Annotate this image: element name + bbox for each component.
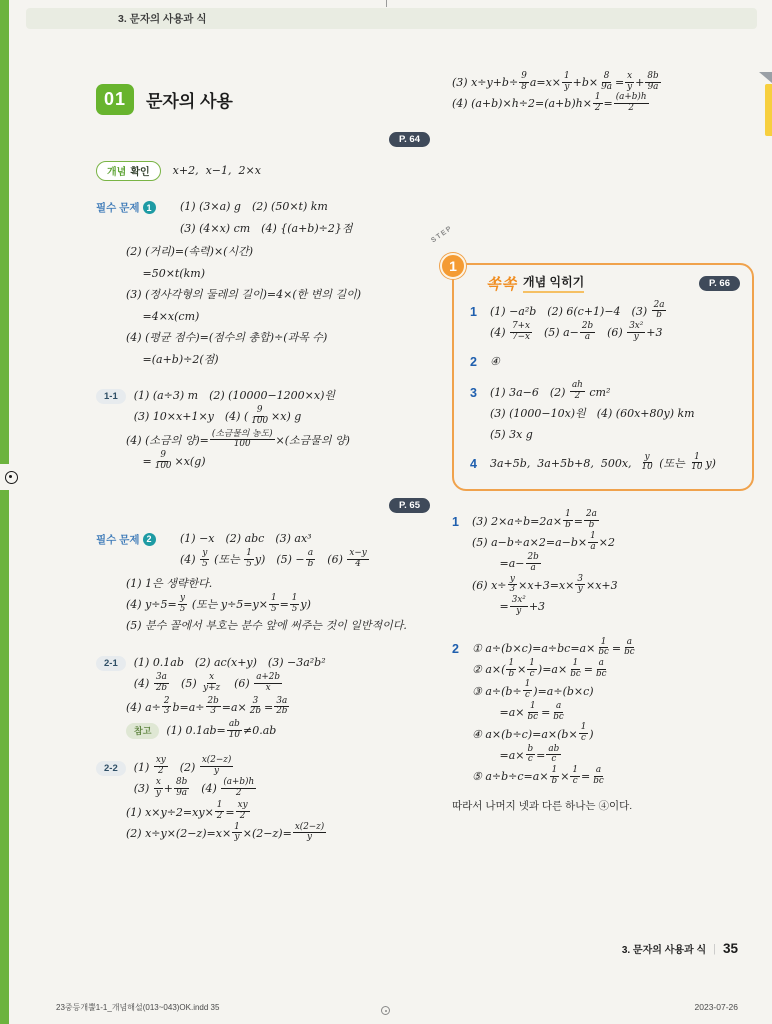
problem-label-text: 필수 문제	[96, 533, 140, 546]
math-line: (1) $\frac{xy}{2}$ (2) $\frac{x(2-z)}{y}$	[133, 755, 232, 777]
fraction: $\frac{1}{10}$	[691, 451, 703, 473]
fraction: $\frac{xy}{2}$	[237, 800, 248, 821]
explanation-group-number: 2	[452, 641, 459, 656]
fraction: $\frac{(a+b)h}{2}$	[615, 92, 647, 113]
explanation-group-2-lines	[472, 638, 754, 788]
math-line: =4×x(cm)	[126, 309, 200, 323]
problem-2-explanation	[126, 573, 430, 637]
math-line: 3a+5b, 3a+5b+8, 500x, $\frac{y}{10}$ (또는 $\frac{1}{10}$ y)	[490, 451, 716, 473]
concept-check-label-1: 개념	[107, 167, 127, 179]
step-title-row	[486, 273, 740, 294]
math-line: (3) $\frac{x}{y}$ + $\frac{8b}{9a}$ (4) $\frac{(a+b)h}{2}$	[133, 776, 255, 798]
fraction: $\frac{a}{bc}$	[624, 636, 635, 658]
fraction: $\frac{1}{b}$	[508, 658, 515, 679]
fraction: $\frac{x-y}{4}$	[349, 547, 367, 569]
problem-2-1-row	[96, 652, 430, 695]
fraction: $\frac{1}{bc}$	[527, 700, 539, 722]
answer-group-1-lines	[490, 301, 740, 344]
fraction: $\frac{1}{a}$	[590, 530, 596, 552]
fraction: $\frac{2b}{a}$	[527, 552, 539, 573]
fraction: $\frac{\text{3x²}}{y}$	[629, 321, 644, 342]
math-line: (6) x÷ $\frac{y}{3}$ ×x+3=x× $\frac{3}{y}$ ×x+3	[472, 573, 618, 595]
fraction: $\frac{(a+b)h}{2}$	[223, 776, 255, 798]
fraction: $\frac{9}{100}$	[154, 450, 172, 471]
step-number-badge: 1	[440, 253, 466, 279]
math-line: = $\frac{9}{100}$ ×x(g)	[126, 450, 206, 471]
chapter-header-bar	[26, 8, 757, 29]
explanation-group-number: 1	[452, 514, 459, 529]
fraction: $\frac{8b}{9a}$	[176, 776, 188, 798]
fraction: $\frac{3a}{2b}$	[276, 695, 288, 717]
problem-1-1-row	[96, 385, 430, 428]
math-line: (3) (1000−10x)원 (4) (60x+80y) km	[490, 406, 695, 420]
fraction: $\frac{a}{bc}$	[553, 700, 564, 722]
fraction: $\frac{y}{10}$	[641, 451, 653, 473]
answer-group-number: 4	[470, 456, 477, 471]
footer-page-number: 35	[722, 941, 738, 956]
footer-divider: |	[713, 942, 716, 955]
fraction: $\frac{3}{y}$	[577, 573, 583, 595]
problem-2-2-row	[96, 757, 430, 800]
explanation-group-1	[452, 511, 754, 618]
fraction: $\frac{1}{b}$	[565, 509, 571, 531]
math-line: (4) a÷ $\frac{2}{3}$ b=a÷ $\frac{2b}{3}$ =a× $\frac{3}{2b}$ = $\frac{3a}{2b}$	[126, 695, 288, 717]
page-edge-strip	[0, 0, 9, 1024]
page-ref-row-65	[96, 495, 430, 513]
print-file-info: 23중등개뿔1-1_개념해설(013~043)OK.indd 35	[56, 1003, 220, 1012]
registration-circle-icon	[5, 471, 18, 484]
math-line: (1) 3a−6 (2) $\frac{ah}{2}$ cm²	[490, 380, 611, 401]
registration-mark	[0, 464, 22, 490]
problem-number-badge: 1	[143, 201, 156, 214]
math-line: ⑤ a÷b÷c=a× $\frac{1}{b}$ × $\frac{1}{c}$ = $\frac{a}{bc}$	[472, 765, 604, 786]
math-line: =a× $\frac{1}{bc}$ = $\frac{a}{bc}$	[472, 700, 564, 722]
fraction: $\frac{1}{c}$	[529, 658, 535, 679]
fraction: $\frac{xy}{2}$	[155, 755, 166, 777]
problem-1-1-answers	[134, 385, 430, 428]
fraction: $\frac{2}{3}$	[163, 695, 170, 717]
fraction: $\frac{3}{2b}$	[249, 695, 261, 717]
fraction: $\frac{a+2b}{x}$	[256, 672, 281, 693]
math-line: (4) (평균 점수)=(점수의 총합)÷(과목 수)	[126, 331, 328, 345]
fraction: $\frac{1}{y}$	[234, 821, 240, 843]
concept-check-label-2: 확인	[130, 167, 150, 179]
math-line: (5) 분수 꼴에서 부호는 분수 앞에 써주는 것이 일반적이다.	[126, 619, 407, 633]
problem-1-1-explanation	[126, 430, 430, 473]
fraction: $\frac{1}{2}$	[216, 800, 223, 821]
conclusion-text: 따라서 나머지 넷과 다른 하나는 ④이다.	[452, 799, 633, 812]
math-line: (3) x÷y+b÷ $\frac{9}{8}$ a=x× $\frac{1}{y}$ +b× $\frac{8}{9a}$ = $\frac{x}{y}$ + $\frac{8b}{9a}$	[452, 70, 659, 92]
problem-1-explanation	[126, 241, 430, 370]
fraction: $\frac{x(2-z)}{y}$	[201, 755, 232, 777]
subproblem-badge-1-1: 1-1	[96, 389, 126, 404]
page-ref-badge-64: P. 64	[389, 132, 430, 147]
chapter-side-tab	[765, 84, 772, 136]
math-line: (1) 0.1ab (2) ac(x+y) (3) −3a²b²	[133, 655, 326, 669]
crop-mark-bottom	[381, 1006, 390, 1015]
math-line: ④ a×(b÷c)=a×(b× $\frac{1}{c}$ )	[472, 722, 594, 743]
fraction: $\frac{a}{bc}$	[593, 765, 604, 786]
math-line: (4) (a+b)×h÷2=(a+b)h× $\frac{1}{2}$ = $\frac{(a+b)h}{2}$	[452, 92, 647, 113]
fraction: $\frac{1}{y}$	[564, 70, 570, 92]
answer-group-2	[470, 351, 740, 375]
fraction: $\frac{9}{8}$	[521, 70, 527, 92]
fraction: $\frac{ah}{2}$	[571, 380, 583, 401]
subproblem-badge-2-2: 2-2	[96, 761, 126, 776]
step-title: 개념 익히기	[523, 273, 584, 293]
page-footer	[622, 941, 738, 956]
fraction: $\frac{8b}{9a}$	[647, 70, 659, 92]
answer-group-4-lines	[490, 453, 740, 477]
problem-2-1-answers	[134, 652, 430, 695]
problem-2-row	[96, 528, 430, 571]
answer-group-2-lines	[490, 351, 740, 375]
footer-chapter-title: 3. 문자의 사용과 식	[621, 945, 707, 956]
math-line: (4) $\frac{y}{5}$ (또는 $\frac{1}{5}$ y) (5) − $\frac{a}{b}$ (6) $\frac{x-y}{4}$	[180, 547, 367, 569]
section-header	[96, 84, 430, 115]
fraction: (소금물의 농도) 100	[211, 428, 273, 450]
math-line: =50×t(km)	[126, 266, 206, 280]
math-line: (2) x÷y×(2−z)=x× $\frac{1}{y}$ ×(2−z)= $\frac{x(2-z)}{y}$	[126, 821, 325, 843]
concept-check-row	[96, 160, 430, 181]
math-line: ① a÷(b×c)=a÷bc=a× $\frac{1}{bc}$ = $\frac{a}{bc}$	[472, 636, 635, 658]
math-line: (1) −a²b (2) 6(c+1)−4 (3) $\frac{2a}{b}$	[490, 299, 665, 321]
math-line: (5) a−b÷a×2=a−b× $\frac{1}{a}$ ×2	[472, 530, 615, 552]
math-line: (1) (a÷3) m (2) (10000−1200×x)원	[133, 388, 336, 402]
concept-check-pill	[96, 161, 161, 181]
fraction: $\frac{3a}{2b}$	[155, 672, 168, 693]
fraction: $\frac{1}{5}$	[291, 592, 298, 614]
note-row	[126, 720, 430, 741]
math-line: (3) 2×a÷b=2a× $\frac{1}{b}$ = $\frac{2a}{b}$	[472, 509, 597, 531]
math-line: (3) (정사각형의 둘레의 길이)=4×(한 변의 길이)	[126, 288, 362, 302]
fraction: $\frac{2a}{b}$	[653, 299, 665, 321]
answer-group-3-lines	[490, 382, 740, 446]
fraction: $\frac{7+x}{7-x}$	[512, 321, 531, 342]
fraction: $\frac{ab}{c}$	[548, 743, 560, 765]
page-ref-badge-65: P. 65	[389, 498, 430, 513]
fraction: $\frac{1}{b}$	[551, 765, 558, 786]
fraction: $\frac{1}{c}$	[580, 722, 587, 743]
fraction: $\frac{b}{c}$	[527, 743, 534, 765]
math-line: ② a×( $\frac{1}{b}$ × $\frac{1}{c}$ )=a× $\frac{1}{bc}$ = $\frac{a}{bc}$	[472, 658, 607, 679]
problem-2-2	[96, 757, 430, 845]
math-line: (4) $\frac{3a}{2b}$ (5) $\frac{x}{y+z}$ (6) $\frac{a+2b}{x}$	[133, 672, 281, 693]
problem-2-2-explanation	[126, 802, 430, 845]
fraction: $\frac{1}{2}$	[594, 92, 601, 113]
page-ref-badge-66: P. 66	[699, 276, 740, 291]
problem-2-1	[96, 652, 430, 742]
corner-mark	[759, 72, 772, 83]
problem-1-row	[96, 196, 430, 239]
concept-check-content: x+2, x−1, 2×x	[172, 164, 261, 177]
left-column	[96, 84, 430, 844]
fraction: $\frac{a}{bc}$	[595, 658, 607, 679]
answer-group-3	[470, 382, 740, 446]
problem-2-answers	[180, 528, 430, 571]
chapter-title: 3. 문자의 사용과 식	[118, 13, 207, 25]
section-title: 문자의 사용	[146, 92, 233, 111]
fraction: $\frac{1}{5}$	[246, 547, 252, 569]
section-number-badge: 01	[96, 84, 134, 115]
math-line: (1) −x (2) abc (3) ax³	[180, 531, 312, 545]
fraction: $\frac{2b}{3}$	[207, 695, 219, 717]
continued-explanation	[452, 72, 754, 115]
problem-2-label	[96, 528, 172, 547]
math-line: (3) 10×x+1×y (4) ( $\frac{9}{100}$ ×x) g	[133, 405, 302, 426]
fraction: $\frac{1}{c}$	[572, 765, 579, 786]
problem-1	[96, 196, 430, 370]
problem-1-1	[96, 385, 430, 473]
math-line: ④	[490, 354, 500, 368]
math-line: =a− $\frac{2b}{a}$	[472, 552, 539, 573]
note-content: (1) 0.1ab= $\frac{ab}{10}$ ≠0.ab	[166, 719, 277, 740]
fraction: $\frac{x}{y}$	[155, 776, 161, 798]
step-box	[430, 224, 754, 491]
math-line: (4) (소금의 양)= (소금물의 농도) 100 ×(소금물의 양)	[126, 428, 350, 450]
page-ref-row-64	[96, 129, 430, 147]
answer-group-number: 3	[470, 385, 477, 400]
math-line: ③ a÷(b÷ $\frac{1}{c}$ )=a÷(b×c)	[472, 679, 594, 701]
answer-group-4	[470, 453, 740, 477]
fraction: $\frac{1}{5}$	[270, 592, 277, 614]
math-line: (3) (4×x) cm (4) {(a+b)÷2}점	[180, 221, 353, 235]
problem-2	[96, 528, 430, 637]
math-line: =a× $\frac{b}{c}$ = $\frac{ab}{c}$	[472, 743, 560, 765]
step-label: STEP	[430, 224, 455, 245]
math-line: =(a+b)÷2(점)	[126, 352, 219, 366]
answer-group-number: 2	[470, 354, 477, 369]
print-date: 2023-07-26	[694, 1002, 738, 1012]
fraction: $\frac{y}{3}$	[509, 573, 516, 595]
problem-1-label	[96, 196, 172, 215]
step-title-accent: 쏙쏙	[486, 275, 517, 293]
math-line: (5) 3x g	[490, 428, 533, 442]
answer-group-number: 1	[470, 304, 477, 319]
answer-group-1	[470, 301, 740, 344]
fraction: $\frac{x}{y+z}$	[203, 672, 221, 693]
fraction: $\frac{2b}{a}$	[581, 321, 594, 342]
fraction: $\frac{8}{9a}$	[601, 70, 612, 92]
fraction: $\frac{2a}{b}$	[585, 509, 597, 531]
math-line: (2) (거리)=(속력)×(시간)	[126, 245, 254, 259]
subproblem-badge-2-1: 2-1	[96, 656, 126, 671]
fraction: $\frac{1}{c}$	[524, 679, 531, 701]
right-column	[430, 70, 754, 813]
fraction: $\frac{\text{3x²}}{y}$	[511, 595, 526, 616]
problem-2-2-answers	[134, 757, 430, 800]
math-line: = $\frac{\text{3x²}}{y}$ +3	[472, 595, 546, 616]
fraction: $\frac{9}{100}$	[251, 405, 269, 426]
fraction: $\frac{a}{b}$	[307, 547, 314, 569]
fraction: $\frac{ab}{10}$	[228, 719, 240, 740]
problem-2-1-explanation	[126, 697, 430, 718]
problem-number-badge: 2	[143, 533, 156, 546]
fraction: $\frac{1}{bc}$	[570, 658, 581, 679]
explanation-group-2	[452, 638, 754, 788]
math-line: (1) x×y÷2=xy× $\frac{1}{2}$ = $\frac{xy}{2}$	[126, 800, 248, 821]
problem-1-answers	[180, 196, 430, 239]
fraction: $\frac{1}{bc}$	[598, 636, 609, 658]
problem-label-text: 필수 문제	[96, 202, 140, 215]
math-line: (4) y÷5= $\frac{y}{5}$ (또는 y÷5=y× $\frac{1}{5}$ = $\frac{1}{5}$ y)	[126, 592, 311, 614]
math-line: (1) 1은 생략한다.	[126, 576, 213, 590]
fraction: $\frac{x(2-z)}{y}$	[294, 821, 325, 843]
math-line: (1) (3×a) g (2) (50×t) km	[180, 200, 328, 214]
fraction: $\frac{x}{y}$	[627, 70, 633, 92]
explanation-group-1-lines	[472, 511, 754, 618]
crop-mark-top	[386, 0, 387, 7]
fraction: $\frac{y}{5}$	[202, 547, 208, 569]
fraction: $\frac{y}{5}$	[179, 592, 186, 614]
math-line: (4) $\frac{7+x}{7-x}$ (5) a− $\frac{2b}{a}$ (6) $\frac{\text{3x²}}{y}$ +3	[490, 321, 663, 342]
note-badge: 참고	[126, 723, 159, 739]
